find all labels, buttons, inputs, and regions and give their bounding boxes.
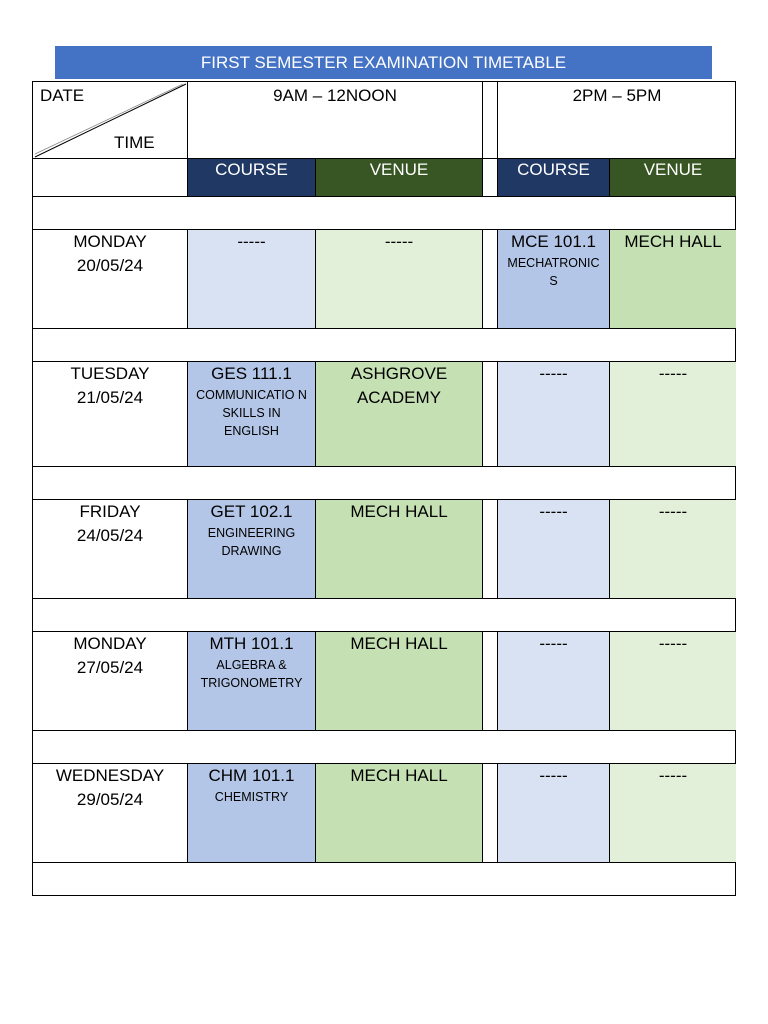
day-label: MONDAY	[73, 232, 147, 251]
course-cell-morning	[188, 230, 316, 329]
venue-header-1: VENUE	[316, 159, 483, 197]
separator-row	[33, 329, 736, 362]
date-label: 27/05/24	[76, 658, 144, 677]
course-cell-afternoon	[498, 362, 610, 467]
course-code: MTH 101.1	[209, 634, 294, 653]
course-cell-afternoon	[498, 230, 610, 329]
time-label: TIME	[114, 133, 155, 152]
session1-header	[188, 82, 483, 159]
date-label: DATE	[40, 86, 85, 105]
separator-row	[33, 599, 736, 632]
venue-cell-afternoon	[610, 230, 736, 329]
course-cell-morning	[188, 764, 316, 863]
venue-label: MECH HALL	[624, 232, 722, 251]
venue-header-2: VENUE	[610, 159, 736, 197]
spacer-col	[483, 500, 498, 599]
course-code: GES 111.1	[211, 364, 292, 383]
course-name: COMMUNICATIO N SKILLS IN ENGLISH	[196, 388, 307, 438]
day-label: FRIDAY	[79, 502, 141, 521]
course-cell-afternoon	[498, 764, 610, 863]
venue-label: MECH HALL	[350, 502, 448, 521]
page-title: FIRST SEMESTER EXAMINATION TIMETABLE	[55, 46, 712, 79]
spacer-col	[483, 159, 498, 197]
separator-row	[33, 731, 736, 764]
course-code: GET 102.1	[210, 502, 293, 521]
course-name: MECHATRONIC S	[507, 256, 600, 288]
venue-label: -----	[658, 364, 688, 383]
venue-cell-afternoon	[610, 632, 736, 731]
date-label: 21/05/24	[76, 388, 144, 407]
course-header-1: COURSE	[188, 159, 316, 197]
date-cell	[33, 764, 188, 863]
venue-label: MECH HALL	[350, 634, 448, 653]
course-cell-morning	[188, 632, 316, 731]
course-code: -----	[539, 364, 568, 383]
date-cell	[33, 500, 188, 599]
spacer-col	[483, 764, 498, 863]
course-code: -----	[237, 232, 266, 251]
venue-label: -----	[658, 766, 688, 785]
venue-cell-morning	[316, 362, 483, 467]
date-label: 29/05/24	[76, 790, 144, 809]
venue-cell-morning	[316, 632, 483, 731]
venue-label: ASHGROVE ACADEMY	[350, 364, 448, 407]
venue-label: -----	[384, 232, 414, 251]
venue-label: -----	[658, 634, 688, 653]
date-cell	[33, 632, 188, 731]
date-label: 20/05/24	[76, 256, 144, 275]
course-header-2: COURSE	[498, 159, 610, 197]
course-code: MCE 101.1	[510, 232, 597, 251]
venue-label: -----	[658, 502, 688, 521]
session2-header	[498, 82, 736, 159]
subheader-blank	[33, 159, 188, 197]
course-code: -----	[539, 634, 568, 653]
course-name: ALGEBRA & TRIGONOMETRY	[200, 658, 303, 690]
course-name: CHEMISTRY	[214, 790, 289, 804]
course-cell-afternoon	[498, 500, 610, 599]
timetable	[32, 81, 736, 896]
course-name: ENGINEERING DRAWING	[207, 526, 296, 558]
session1-label: 9AM – 12NOON	[273, 86, 397, 105]
separator-row	[33, 467, 736, 500]
date-cell	[33, 230, 188, 329]
venue-cell-morning	[316, 230, 483, 329]
day-label: WEDNESDAY	[55, 766, 165, 785]
session2-label: 2PM – 5PM	[572, 86, 662, 105]
separator-row	[33, 197, 736, 230]
course-cell-morning	[188, 362, 316, 467]
separator-row	[33, 863, 736, 895]
venue-cell-afternoon	[610, 362, 736, 467]
venue-label: MECH HALL	[350, 766, 448, 785]
course-code: CHM 101.1	[208, 766, 295, 785]
venue-cell-morning	[316, 500, 483, 599]
course-code: -----	[539, 502, 568, 521]
venue-cell-afternoon	[610, 764, 736, 863]
date-time-header	[33, 82, 188, 159]
spacer-col	[483, 230, 498, 329]
date-cell	[33, 362, 188, 467]
spacer-col	[483, 82, 498, 159]
course-cell-afternoon	[498, 632, 610, 731]
venue-cell-afternoon	[610, 500, 736, 599]
date-label: 24/05/24	[76, 526, 144, 545]
spacer-col	[483, 632, 498, 731]
course-cell-morning	[188, 500, 316, 599]
course-code: -----	[539, 766, 568, 785]
day-label: TUESDAY	[70, 364, 150, 383]
spacer-col	[483, 362, 498, 467]
day-label: MONDAY	[73, 634, 147, 653]
venue-cell-morning	[316, 764, 483, 863]
